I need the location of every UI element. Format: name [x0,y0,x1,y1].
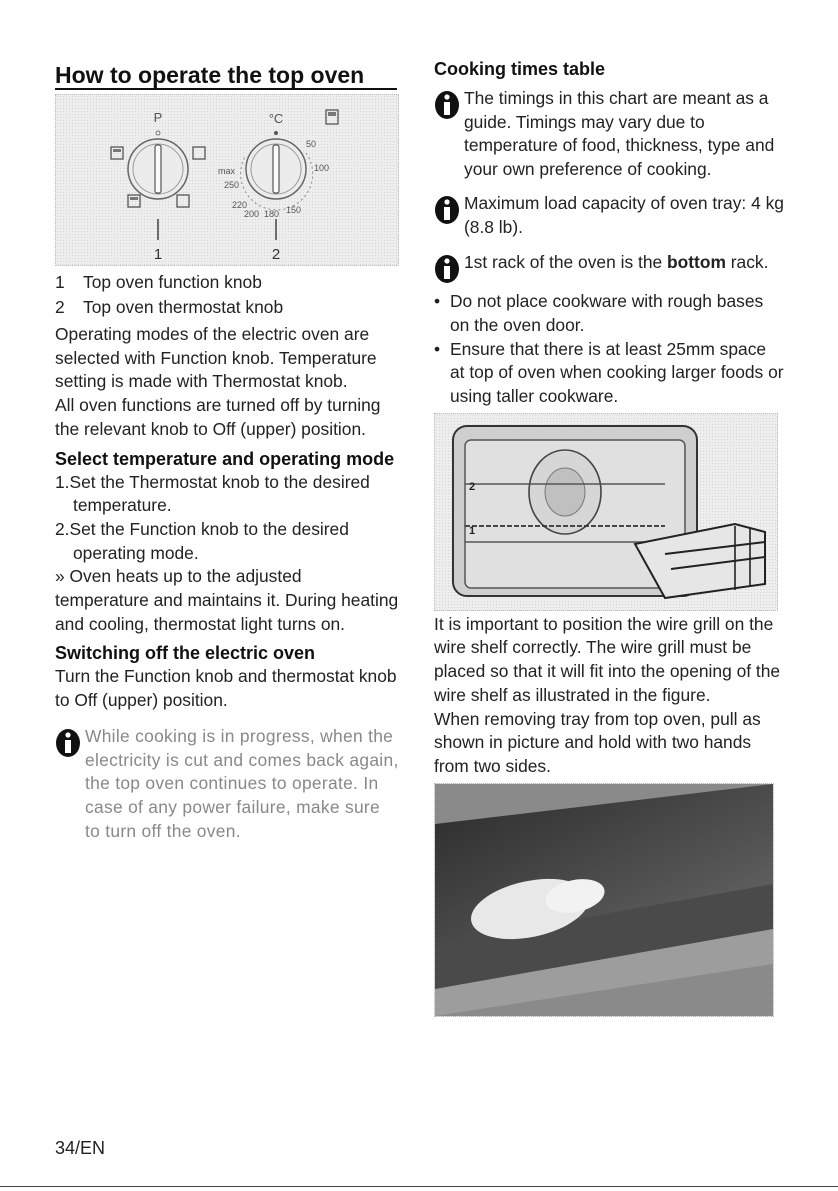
p-label: P [153,110,163,125]
heats-paragraph: » Oven heats up to the adjusted temperature and maintains it. During heating and cooling, thermostat light turns on. [55,566,399,634]
max-label: max [218,166,236,176]
function-knob [111,110,205,263]
cooking-times-heading: Cooking times table [434,59,606,79]
power-note: While cooking is in progress, when the electricity is cut and comes back again, the top oven continues to operate. In case of any power failure, make sure to turn off the oven. [55,725,400,844]
oven-rack-figure [434,413,778,611]
rack-1-label: 1 [469,524,476,537]
celsius-label: °C [268,111,284,126]
t100-label: 100 [314,163,330,173]
info-icon [434,195,460,225]
legend-item: 2 Top oven thermostat knob [55,297,284,317]
bottom-emphasis: bottom [667,252,726,273]
tray-paragraph: When removing tray from top oven, pull as shown in picture and hold with two hands from two sides. [434,708,761,776]
knob-2-label: 2 [271,246,281,263]
page-title: How to operate the top oven [55,62,397,90]
switch-off-paragraph: Turn the Function knob and thermostat knob to Off (upper) position. [55,666,397,711]
t50-label: 50 [306,139,317,149]
control-panel-figure [55,94,399,266]
grill-paragraph: It is important to position the wire grill on the wire shelf correctly. The wire grill must be placed so that it will fit into the opening of the wire shelf as illustrated in the figure. [434,613,781,705]
info-icon [434,254,460,284]
info-icon [55,728,81,758]
legend-item: 1 Top oven function knob [55,272,262,292]
oven-interior-illustration [435,414,777,610]
info-icon [434,90,460,120]
knobs-illustration [56,95,398,265]
intro-paragraph: Operating modes of the electric oven are selected with Function knob. Temperature setting is made with Thermostat knob. [55,324,377,392]
rack-note: 1st rack of the oven is the bottom rack. [434,251,784,284]
t180-label: 180 [264,209,280,219]
thermostat-knob [218,110,338,263]
left-column [55,58,400,847]
bullet-item: • Ensure that there is at least 25mm space at top of oven when cooking larger foods or using taller cookware. [434,338,784,407]
step-item: 2.Set the Function knob to the desired operating mode. [55,518,349,563]
t220-label: 220 [232,200,248,210]
select-heading: Select temperature and operating mode [55,448,395,469]
off-paragraph: All oven functions are turned off by turning the relevant knob to Off (upper) position. [55,395,381,439]
timings-note: The timings in this chart are meant as a guide. Timings may vary due to temperature of food, thickness, type and your own preference of cooking. [434,87,784,182]
switch-off-heading: Switching off the electric oven [55,643,316,664]
knob-1-label: 1 [153,246,163,263]
right-column [434,58,784,1017]
rack-2-label: 2 [469,480,476,493]
bottom-rule [0,1186,838,1187]
page-number: 34/EN [55,1138,106,1158]
t200-label: 200 [244,209,260,219]
hand-pulling-tray-image [435,784,773,1016]
tray-removal-photo [434,783,774,1017]
step-item: 1.Set the Thermostat knob to the desired temperature. [55,471,370,516]
load-note: Maximum load capacity of oven tray: 4 kg (8.8 lb). [434,192,784,239]
bullet-item: • Do not place cookware with rough bases on the oven door. [434,291,764,335]
t250-label: 250 [224,180,240,190]
t150-label: 150 [286,205,302,215]
knob-legend [55,270,400,320]
